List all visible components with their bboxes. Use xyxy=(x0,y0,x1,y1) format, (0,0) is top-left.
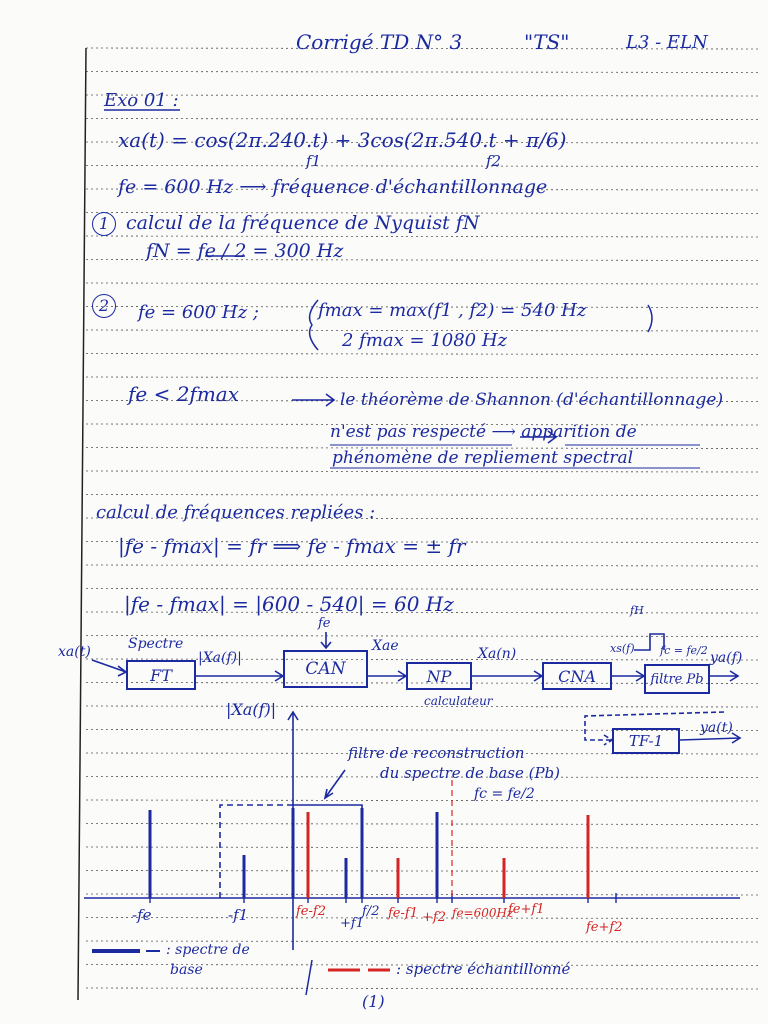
legend-base-label-2: base xyxy=(170,962,203,978)
filter-note-line-1: filtre de reconstruction xyxy=(348,744,525,762)
inverse-tf-block: TF-1 xyxy=(612,728,680,754)
legend-sampled-label: : spectre échantillonné xyxy=(396,960,571,978)
f2-label: f2 xyxy=(486,152,502,170)
question-1-number: 1 xyxy=(92,212,116,236)
ruled-line xyxy=(86,354,760,355)
cna-block: CNA xyxy=(542,662,612,690)
x-label-fe-minus-f2: fe-f2 xyxy=(296,904,326,919)
x-label-plus-f2: +f2 xyxy=(422,910,446,925)
f1-label: f1 xyxy=(306,152,322,170)
legend-base-label-1: : spectre de xyxy=(166,942,250,958)
np-caption: calculateur xyxy=(424,694,493,708)
condition-left: fe < 2fmax xyxy=(128,382,240,406)
brace xyxy=(310,300,318,350)
ruled-line xyxy=(86,800,760,801)
legend-separator xyxy=(306,960,312,995)
ruled-line xyxy=(86,283,760,284)
folded-formula: |fe - fmax| = fr ⟹ fe - fmax = ± fr xyxy=(118,534,466,558)
ruled-line xyxy=(86,894,760,895)
lowpass-filter-block: filtre Pb xyxy=(644,664,710,694)
x-label-fe-minus-f1: fe-f1 xyxy=(388,906,418,921)
ruled-line xyxy=(86,236,760,237)
subject-label: "TS" xyxy=(524,30,570,54)
x-label-minus-fe: -fe xyxy=(132,906,152,924)
ruled-line xyxy=(86,706,760,707)
ruled-line xyxy=(86,166,760,167)
ruled-line xyxy=(86,72,760,73)
folded-value: |fe - fmax| = |600 - 540| = 60 Hz xyxy=(124,592,454,616)
brace-right xyxy=(648,305,652,332)
ruled-line xyxy=(86,824,760,825)
x-label-plus-f1: +f1 xyxy=(340,916,364,931)
arrow-shannon xyxy=(292,394,334,406)
spectrum-y-label: |Xa(f)| xyxy=(226,700,277,719)
base-spectrum-lines xyxy=(150,808,437,898)
two-fmax-formula: 2 fmax = 1080 Hz xyxy=(342,330,508,351)
x-label-fe-plus-f2: fe+f2 xyxy=(586,920,623,935)
shannon-line-3: phénomène de repliement spectral xyxy=(332,448,634,468)
shannon-line-1: le théorème de Shannon (d'échantillonnage) xyxy=(340,390,724,410)
question-2-number: 2 xyxy=(92,294,116,318)
ruled-line xyxy=(86,847,760,848)
margin-line xyxy=(78,48,86,1000)
folded-title: calcul de fréquences repliées : xyxy=(96,502,376,523)
x-label-f-half: f/2 xyxy=(362,904,380,919)
filter-cutoff-label: fc = fe/2 xyxy=(660,644,708,657)
np-output-label: Xa(n) xyxy=(478,646,517,662)
ruled-line xyxy=(86,871,760,872)
level-label: L3 - ELN xyxy=(626,32,708,53)
ruled-line xyxy=(86,377,760,378)
cna-output-label: xs(f) xyxy=(610,642,635,655)
filter-note-line-2: du spectre de base (Pb) xyxy=(380,764,560,782)
x-label-fe: fe=600Hz xyxy=(452,906,514,920)
page-number: (1) xyxy=(362,992,385,1011)
ruled-line xyxy=(86,95,760,96)
filter-output-label: ya(f) xyxy=(710,650,743,666)
ruled-line xyxy=(86,119,760,120)
ft-output-label: |Xa(f)| xyxy=(198,650,242,666)
x-label-fe-plus-f1: fe+f1 xyxy=(508,902,545,917)
ruled-line xyxy=(86,636,760,637)
nyquist-formula: fN = fe / 2 = 300 Hz xyxy=(146,240,344,262)
ruled-line xyxy=(86,565,760,566)
shannon-line-2: n'est pas respecté ⟶ apparition de xyxy=(330,422,637,442)
x-label-minus-f1: -f1 xyxy=(228,906,249,924)
inverse-tf-output-label: ya(t) xyxy=(700,720,733,736)
ft-block: FT xyxy=(126,660,196,690)
signal-equation: xa(t) = cos(2π.240.t) + 3cos(2π.540.t + π/6) xyxy=(118,128,567,152)
input-signal-label: xa(t) xyxy=(58,644,91,660)
page-title: Corrigé TD N° 3 xyxy=(296,30,463,54)
ruled-line xyxy=(86,495,760,496)
question-1-title: calcul de la fréquence de Nyquist fN xyxy=(126,212,480,234)
fmax-formula: fmax = max(f1 , f2) = 540 Hz xyxy=(318,300,587,321)
exercise-label: Exo 01 : xyxy=(104,90,179,111)
question-2-fe: fe = 600 Hz ; xyxy=(138,302,259,323)
ruled-line xyxy=(86,988,760,989)
np-block: NP xyxy=(406,662,472,690)
reconstruction-filter xyxy=(220,770,362,898)
can-block: CAN xyxy=(283,650,368,688)
can-sampling-label: fe xyxy=(318,616,331,631)
ft-caption: Spectre xyxy=(128,636,184,652)
fc-note: fc = fe/2 xyxy=(474,786,535,802)
can-output-label: Xae xyxy=(372,638,399,654)
sampling-frequency-line: fe = 600 Hz ⟶ fréquence d'échantillonnage xyxy=(118,176,548,198)
sampled-spectrum-lines xyxy=(308,812,588,898)
filter-top-label: fH xyxy=(630,604,644,617)
ruled-line xyxy=(86,471,760,472)
ruled-line xyxy=(86,589,760,590)
